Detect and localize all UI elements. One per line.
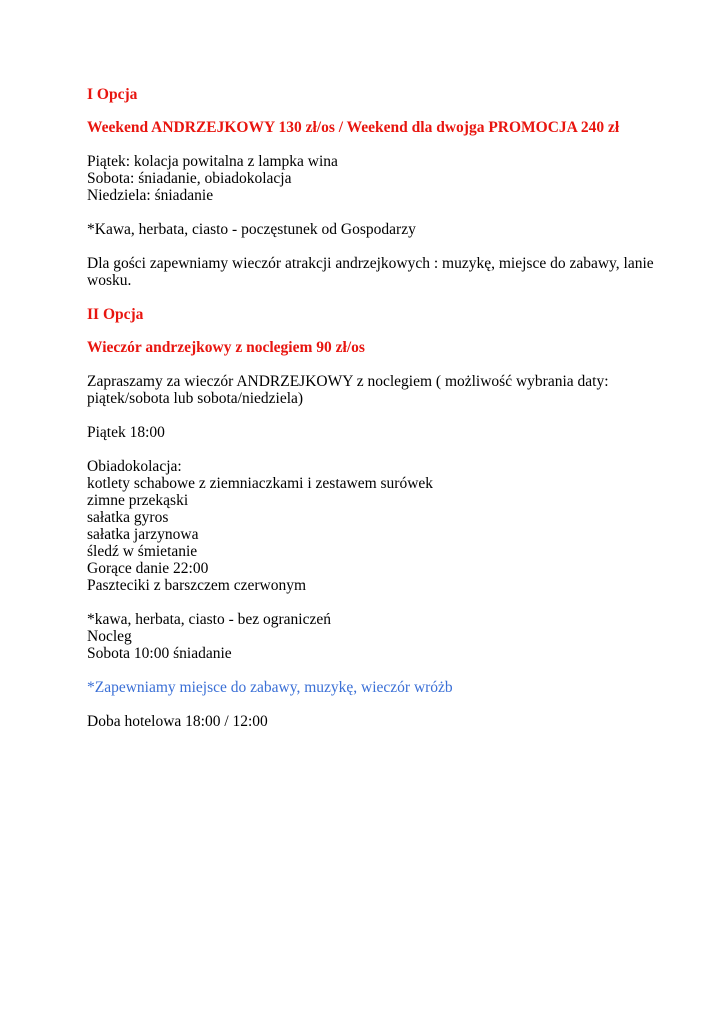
extras-line: Nocleg: [87, 628, 132, 645]
option2-title: II Opcja: [87, 306, 144, 323]
option1-note: *Kawa, herbata, ciasto - poczęstunek od Gospodarzy: [87, 221, 416, 238]
option1-schedule: [87, 153, 647, 204]
schedule-line: Niedziela: śniadanie: [87, 187, 214, 204]
option1-title: I Opcja: [87, 86, 138, 103]
schedule-line: Sobota: śniadanie, obiadokolacja: [87, 170, 292, 187]
menu-line: sałatka jarzynowa: [87, 526, 199, 543]
option1-attractions: [87, 255, 654, 289]
menu-line: Paszteciki z barszczem czerwonym: [87, 577, 307, 594]
option2-menu: [87, 458, 647, 594]
extras-line: *kawa, herbata, ciasto - bez ograniczeń: [87, 611, 331, 628]
option1-subtitle: Weekend ANDRZEJKOWY 130 zł/os / Weekend dla dwojga PROMOCJA 240 zł: [87, 119, 620, 136]
option2-extras: [87, 611, 647, 662]
option2-invite: [87, 373, 647, 407]
menu-line: Obiadokolacja:: [87, 458, 182, 475]
attractions-line: wosku.: [87, 272, 132, 289]
menu-line: zimne przekąski: [87, 492, 189, 509]
invite-line: piątek/sobota lub sobota/niedziela): [87, 390, 304, 407]
option2-subtitle: Wieczór andrzejkowy z noclegiem 90 zł/os: [87, 339, 365, 356]
document-page: [87, 86, 654, 730]
option2-hotel-day: Doba hotelowa 18:00 / 12:00: [87, 713, 268, 730]
attractions-line: Dla gości zapewniamy wieczór atrakcji andrzejkowych : muzykę, miejsce do zabawy, lanie: [87, 255, 654, 272]
invite-line: Zapraszamy za wieczór ANDRZEJKOWY z noclegiem ( możliwość wybrania daty:: [87, 373, 609, 390]
menu-line: śledź w śmietanie: [87, 543, 198, 560]
schedule-line: Piątek: kolacja powitalna z lampka wina: [87, 153, 338, 170]
menu-line: kotlety schabowe z ziemniaczkami i zestawem surówek: [87, 475, 434, 492]
option2-entertainment: *Zapewniamy miejsce do zabawy, muzykę, wieczór wróżb: [87, 679, 453, 696]
menu-line: sałatka gyros: [87, 509, 169, 526]
menu-line: Gorące danie 22:00: [87, 560, 209, 577]
option2-start: Piątek 18:00: [87, 424, 165, 441]
extras-line: Sobota 10:00 śniadanie: [87, 645, 232, 662]
